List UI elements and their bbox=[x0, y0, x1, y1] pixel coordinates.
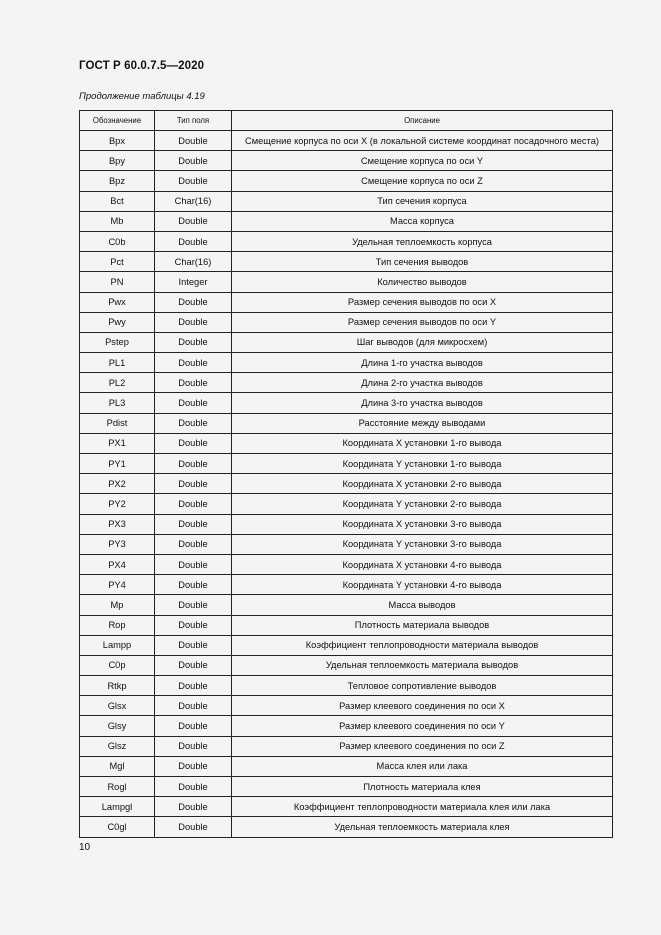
table-row bbox=[80, 474, 613, 494]
cell-designation: Pstep bbox=[80, 332, 155, 352]
cell-designation: PL1 bbox=[80, 353, 155, 373]
table-row bbox=[80, 595, 613, 615]
cell-field-type: Double bbox=[155, 797, 232, 817]
cell-field-type: Double bbox=[155, 676, 232, 696]
cell-field-type: Double bbox=[155, 151, 232, 171]
cell-field-type: Double bbox=[155, 131, 232, 151]
cell-description: Коэффициент теплопроводности материала клея или лака bbox=[232, 797, 613, 817]
cell-designation: Bpz bbox=[80, 171, 155, 191]
cell-designation: Mgl bbox=[80, 756, 155, 776]
table-row bbox=[80, 716, 613, 736]
cell-designation: Rtkp bbox=[80, 676, 155, 696]
cell-description: Размер сечения выводов по оси X bbox=[232, 292, 613, 312]
cell-field-type: Double bbox=[155, 514, 232, 534]
table-row bbox=[80, 252, 613, 272]
cell-field-type: Double bbox=[155, 736, 232, 756]
table-row bbox=[80, 797, 613, 817]
cell-designation: PN bbox=[80, 272, 155, 292]
cell-description: Размер клеевого соединения по оси Z bbox=[232, 736, 613, 756]
cell-designation: Lampp bbox=[80, 635, 155, 655]
cell-designation: PY2 bbox=[80, 494, 155, 514]
table-row bbox=[80, 655, 613, 675]
cell-field-type: Double bbox=[155, 635, 232, 655]
table-row bbox=[80, 373, 613, 393]
cell-designation: Pwx bbox=[80, 292, 155, 312]
cell-field-type: Double bbox=[155, 312, 232, 332]
table-row bbox=[80, 231, 613, 251]
cell-description: Коэффициент теплопроводности материала выводов bbox=[232, 635, 613, 655]
cell-description: Координата X установки 2-го вывода bbox=[232, 474, 613, 494]
cell-description: Длина 3-го участка выводов bbox=[232, 393, 613, 413]
cell-field-type: Double bbox=[155, 332, 232, 352]
cell-designation: Mb bbox=[80, 211, 155, 231]
table-row bbox=[80, 454, 613, 474]
cell-description: Размер сечения выводов по оси Y bbox=[232, 312, 613, 332]
cell-designation: Rogl bbox=[80, 777, 155, 797]
cell-description: Удельная теплоемкость материала выводов bbox=[232, 655, 613, 675]
cell-designation: PX2 bbox=[80, 474, 155, 494]
cell-designation: Glsx bbox=[80, 696, 155, 716]
column-header-field-type: Тип поля bbox=[155, 111, 232, 131]
cell-description: Координата X установки 1-го вывода bbox=[232, 433, 613, 453]
table-header-row bbox=[80, 111, 613, 131]
cell-description: Длина 2-го участка выводов bbox=[232, 373, 613, 393]
table-row bbox=[80, 413, 613, 433]
table-row bbox=[80, 554, 613, 574]
cell-designation: PL2 bbox=[80, 373, 155, 393]
cell-field-type: Double bbox=[155, 474, 232, 494]
cell-description: Тип сечения выводов bbox=[232, 252, 613, 272]
cell-field-type: Char(16) bbox=[155, 191, 232, 211]
cell-field-type: Double bbox=[155, 433, 232, 453]
parameters-table bbox=[79, 110, 613, 838]
table-row bbox=[80, 575, 613, 595]
table-row bbox=[80, 131, 613, 151]
table-row bbox=[80, 151, 613, 171]
cell-field-type: Double bbox=[155, 615, 232, 635]
table-row bbox=[80, 353, 613, 373]
table-row bbox=[80, 756, 613, 776]
cell-description: Координата X установки 3-го вывода bbox=[232, 514, 613, 534]
table-row bbox=[80, 534, 613, 554]
table-row bbox=[80, 514, 613, 534]
table-row bbox=[80, 211, 613, 231]
cell-designation: Pwy bbox=[80, 312, 155, 332]
cell-field-type: Double bbox=[155, 353, 232, 373]
cell-designation: Pct bbox=[80, 252, 155, 272]
cell-field-type: Double bbox=[155, 171, 232, 191]
cell-field-type: Double bbox=[155, 292, 232, 312]
cell-field-type: Double bbox=[155, 716, 232, 736]
cell-description: Размер клеевого соединения по оси Y bbox=[232, 716, 613, 736]
cell-description: Смещение корпуса по оси Z bbox=[232, 171, 613, 191]
table-row bbox=[80, 191, 613, 211]
cell-description: Шаг выводов (для микросхем) bbox=[232, 332, 613, 352]
cell-field-type: Double bbox=[155, 817, 232, 837]
table-row bbox=[80, 332, 613, 352]
cell-field-type: Double bbox=[155, 393, 232, 413]
cell-field-type: Integer bbox=[155, 272, 232, 292]
cell-designation: PY3 bbox=[80, 534, 155, 554]
cell-description: Размер клеевого соединения по оси X bbox=[232, 696, 613, 716]
cell-designation: PX4 bbox=[80, 554, 155, 574]
cell-designation: C0p bbox=[80, 655, 155, 675]
cell-designation: Glsy bbox=[80, 716, 155, 736]
cell-field-type: Double bbox=[155, 231, 232, 251]
cell-description: Смещение корпуса по оси Y bbox=[232, 151, 613, 171]
table-caption: Продолжение таблицы 4.19 bbox=[79, 91, 205, 102]
table-row bbox=[80, 615, 613, 635]
cell-description: Смещение корпуса по оси X (в локальной системе координат посадочного места) bbox=[232, 131, 613, 151]
table-row bbox=[80, 635, 613, 655]
table-row bbox=[80, 736, 613, 756]
cell-designation: C0gl bbox=[80, 817, 155, 837]
cell-description: Масса выводов bbox=[232, 595, 613, 615]
page-number: 10 bbox=[79, 842, 91, 853]
table-body bbox=[80, 131, 613, 838]
standard-header: ГОСТ Р 60.0.7.5—2020 bbox=[79, 60, 205, 72]
cell-description: Масса клея или лака bbox=[232, 756, 613, 776]
cell-description: Тепловое сопротивление выводов bbox=[232, 676, 613, 696]
cell-field-type: Char(16) bbox=[155, 252, 232, 272]
cell-designation: PY1 bbox=[80, 454, 155, 474]
cell-field-type: Double bbox=[155, 413, 232, 433]
cell-description: Координата Y установки 2-го вывода bbox=[232, 494, 613, 514]
cell-field-type: Double bbox=[155, 211, 232, 231]
table-row bbox=[80, 777, 613, 797]
cell-description: Плотность материала выводов bbox=[232, 615, 613, 635]
cell-designation: C0b bbox=[80, 231, 155, 251]
cell-field-type: Double bbox=[155, 494, 232, 514]
cell-field-type: Double bbox=[155, 595, 232, 615]
cell-description: Количество выводов bbox=[232, 272, 613, 292]
table-row bbox=[80, 817, 613, 837]
cell-field-type: Double bbox=[155, 534, 232, 554]
cell-field-type: Double bbox=[155, 777, 232, 797]
cell-designation: Lampgl bbox=[80, 797, 155, 817]
cell-designation: Bpx bbox=[80, 131, 155, 151]
cell-designation: Bct bbox=[80, 191, 155, 211]
cell-field-type: Double bbox=[155, 696, 232, 716]
cell-description: Координата Y установки 3-го вывода bbox=[232, 534, 613, 554]
cell-designation: Rop bbox=[80, 615, 155, 635]
cell-field-type: Double bbox=[155, 554, 232, 574]
column-header-description: Описание bbox=[232, 111, 613, 131]
cell-field-type: Double bbox=[155, 454, 232, 474]
cell-description: Координата Y установки 1-го вывода bbox=[232, 454, 613, 474]
table-row bbox=[80, 433, 613, 453]
cell-field-type: Double bbox=[155, 575, 232, 595]
cell-designation: PY4 bbox=[80, 575, 155, 595]
cell-description: Координата X установки 4-го вывода bbox=[232, 554, 613, 574]
cell-designation: Mp bbox=[80, 595, 155, 615]
table-row bbox=[80, 312, 613, 332]
cell-designation: PX3 bbox=[80, 514, 155, 534]
table-row bbox=[80, 171, 613, 191]
cell-designation: Bpy bbox=[80, 151, 155, 171]
cell-designation: PX1 bbox=[80, 433, 155, 453]
table-row bbox=[80, 292, 613, 312]
cell-description: Плотность материала клея bbox=[232, 777, 613, 797]
cell-description: Тип сечения корпуса bbox=[232, 191, 613, 211]
cell-description: Масса корпуса bbox=[232, 211, 613, 231]
cell-field-type: Double bbox=[155, 373, 232, 393]
cell-field-type: Double bbox=[155, 756, 232, 776]
cell-field-type: Double bbox=[155, 655, 232, 675]
table-row bbox=[80, 494, 613, 514]
table-row bbox=[80, 393, 613, 413]
table-row bbox=[80, 676, 613, 696]
cell-description: Расстояние между выводами bbox=[232, 413, 613, 433]
cell-designation: PL3 bbox=[80, 393, 155, 413]
cell-description: Удельная теплоемкость материала клея bbox=[232, 817, 613, 837]
cell-description: Длина 1-го участка выводов bbox=[232, 353, 613, 373]
table-row bbox=[80, 696, 613, 716]
cell-designation: Pdist bbox=[80, 413, 155, 433]
cell-description: Удельная теплоемкость корпуса bbox=[232, 231, 613, 251]
cell-description: Координата Y установки 4-го вывода bbox=[232, 575, 613, 595]
table-row bbox=[80, 272, 613, 292]
column-header-designation: Обозначение bbox=[80, 111, 155, 131]
cell-designation: Glsz bbox=[80, 736, 155, 756]
